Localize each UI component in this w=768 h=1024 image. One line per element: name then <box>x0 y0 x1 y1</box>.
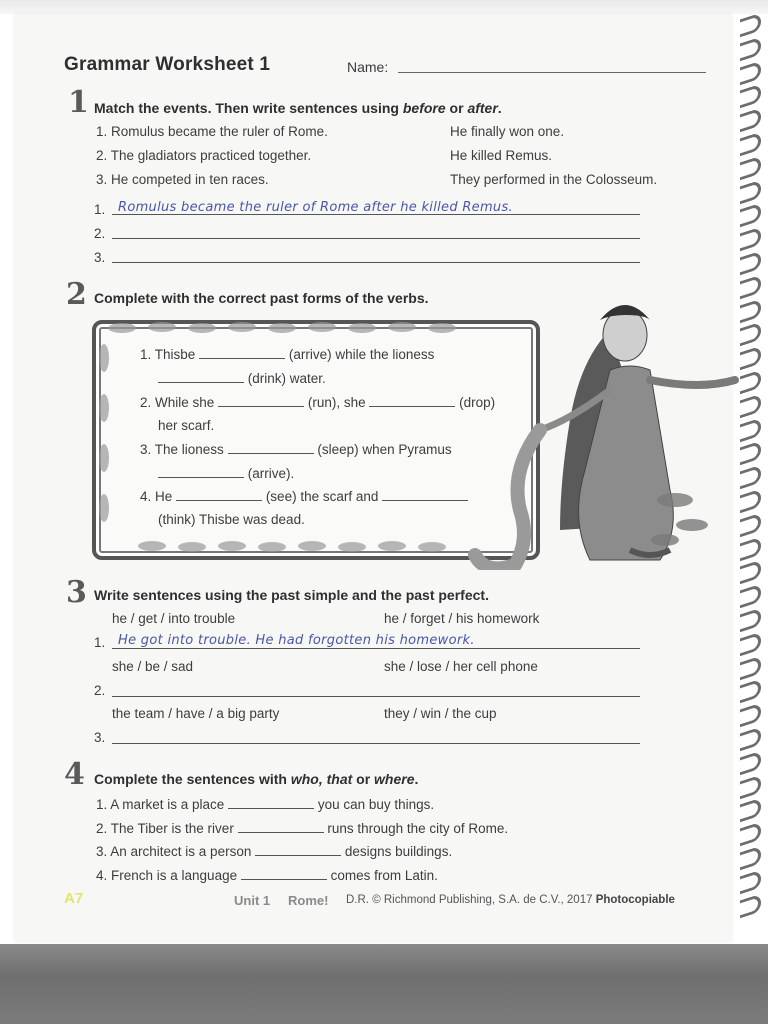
page-number: A7 <box>64 890 84 907</box>
thisbe-illustration <box>460 300 740 570</box>
answer-line-s3-3[interactable] <box>112 743 640 744</box>
spiral-coil <box>740 298 761 323</box>
blank-3a[interactable] <box>228 441 314 454</box>
spiral-coil <box>740 679 761 704</box>
scanner-background <box>0 944 768 1024</box>
answer-number: 3. <box>94 730 106 745</box>
spiral-coil <box>740 584 761 609</box>
verb-text: (drink) water. <box>158 370 326 386</box>
spiral-coil <box>740 274 761 299</box>
verb-text: 4. He (see) the scarf and <box>140 488 468 504</box>
blank-s4-1[interactable] <box>228 796 314 809</box>
blank-s4-4[interactable] <box>241 867 327 880</box>
spiral-coil <box>740 60 761 85</box>
spiral-coil <box>740 703 761 728</box>
spiral-coil <box>740 846 761 871</box>
spiral-coil <box>740 798 761 823</box>
blank-s4-3[interactable] <box>255 843 341 856</box>
spiral-coil <box>740 322 761 347</box>
spiral-coil <box>740 655 761 680</box>
spiral-coil <box>740 893 761 918</box>
event-right-3: They performed in the Colosseum. <box>450 172 658 187</box>
spiral-coil <box>740 560 761 585</box>
spiral-coil <box>740 750 761 775</box>
blank-2a[interactable] <box>218 394 304 407</box>
example-answer: Romulus became the ruler of Rome after he killed Remus. <box>118 200 513 215</box>
relative-sentence-2: 2. The Tiber is the river runs through the city of Rome. <box>96 821 509 836</box>
answer-number: 2. <box>94 226 106 241</box>
spiral-coil <box>740 441 761 466</box>
spiral-coil <box>740 227 761 252</box>
relative-sentence-1: 1. A market is a place you can buy things. <box>96 797 435 812</box>
name-field[interactable] <box>398 72 706 73</box>
verb-text: 2. While she (run), she (drop) <box>140 395 496 410</box>
answer-line-s3-1[interactable] <box>112 648 640 649</box>
verb-text: 1. Thisbe (arrive) while the lioness <box>140 347 435 362</box>
relative-sentence-4: 4. French is a language comes from Latin. <box>96 868 438 883</box>
spiral-coil <box>740 36 761 61</box>
name-label: Name: <box>347 59 389 75</box>
spiral-coil <box>740 417 761 442</box>
prompt-right-3: they / win / the cup <box>384 706 497 721</box>
answer-line-3[interactable] <box>112 262 640 263</box>
spiral-coil <box>740 822 761 847</box>
event-right-1: He finally won one. <box>450 124 565 139</box>
example-answer: He got into trouble. He had forgotten his homework. <box>118 633 475 648</box>
verb-text: 3. The lioness (sleep) when Pyramus <box>140 442 452 457</box>
spiral-coil <box>740 108 761 133</box>
spiral-coil <box>740 489 761 514</box>
answer-number: 1. <box>94 202 106 217</box>
section-3-instruction: Write sentences using the past simple and the past perfect. <box>94 587 489 603</box>
footer-copyright: D.R. © Richmond Publishing, S.A. de C.V., 2017 Photocopiable <box>346 894 675 906</box>
spiral-coil <box>740 869 761 894</box>
section-3-number: 3 <box>66 575 87 610</box>
section-2-number: 2 <box>66 277 87 312</box>
spiral-coil <box>740 465 761 490</box>
answer-number: 1. <box>94 635 106 650</box>
spiral-coil <box>740 179 761 204</box>
answer-number: 3. <box>94 250 106 265</box>
event-left-3: 3. He competed in ten races. <box>96 172 269 187</box>
verb-text: (arrive). <box>158 465 294 481</box>
prompt-right-1: he / forget / his homework <box>384 611 540 626</box>
section-4-instruction: Complete the sentences with who, that or where. <box>94 771 419 787</box>
verb-text: (think) Thisbe was dead. <box>158 512 305 527</box>
footer-unit: Unit 1 <box>234 893 271 908</box>
section-1-number: 1 <box>68 85 89 120</box>
spiral-coil <box>740 251 761 276</box>
footer-unit-title: Rome! <box>288 893 329 908</box>
spiral-coil <box>740 774 761 799</box>
blank-s4-2[interactable] <box>238 820 324 833</box>
spiral-coil <box>740 512 761 537</box>
blank-2b[interactable] <box>369 394 455 407</box>
spiral-coil <box>740 155 761 180</box>
prompt-left-3: the team / have / a big party <box>112 706 280 721</box>
prompt-left-2: she / be / sad <box>112 659 194 674</box>
spiral-coil <box>740 203 761 228</box>
event-left-1: 1. Romulus became the ruler of Rome. <box>96 124 328 139</box>
spiral-coil <box>740 631 761 656</box>
spiral-coil <box>740 132 761 157</box>
section-1-instruction: Match the events. Then write sentences using before or after. <box>94 100 502 116</box>
blank-3b[interactable] <box>158 465 244 478</box>
spiral-coil <box>740 370 761 395</box>
section-2-instruction: Complete with the correct past forms of the verbs. <box>94 290 429 306</box>
spiral-coil <box>740 536 761 561</box>
answer-number: 2. <box>94 683 106 698</box>
scan-top-edge <box>0 0 768 14</box>
prompt-right-2: she / lose / her cell phone <box>384 659 538 674</box>
blank-4b[interactable] <box>382 488 468 501</box>
answer-line-2[interactable] <box>112 238 640 239</box>
event-left-2: 2. The gladiators practiced together. <box>96 148 312 163</box>
blank-4a[interactable] <box>176 488 262 501</box>
event-right-2: He killed Remus. <box>450 148 553 163</box>
blank-1b[interactable] <box>158 370 244 383</box>
relative-sentence-3: 3. An architect is a person designs buildings. <box>96 844 453 859</box>
prompt-left-1: he / get / into trouble <box>112 611 236 626</box>
spiral-coil <box>740 84 761 109</box>
spiral-coil <box>740 727 761 752</box>
spiral-coil <box>740 13 761 38</box>
spiral-coil <box>740 608 761 633</box>
answer-line-s3-2[interactable] <box>112 696 640 697</box>
spiral-coil <box>740 393 761 418</box>
blank-1a[interactable] <box>199 346 285 359</box>
spiral-binding <box>740 16 764 921</box>
section-4-number: 4 <box>64 757 85 792</box>
verb-text: her scarf. <box>158 418 215 433</box>
spiral-coil <box>740 346 761 371</box>
page-title: Grammar Worksheet 1 <box>64 54 271 75</box>
